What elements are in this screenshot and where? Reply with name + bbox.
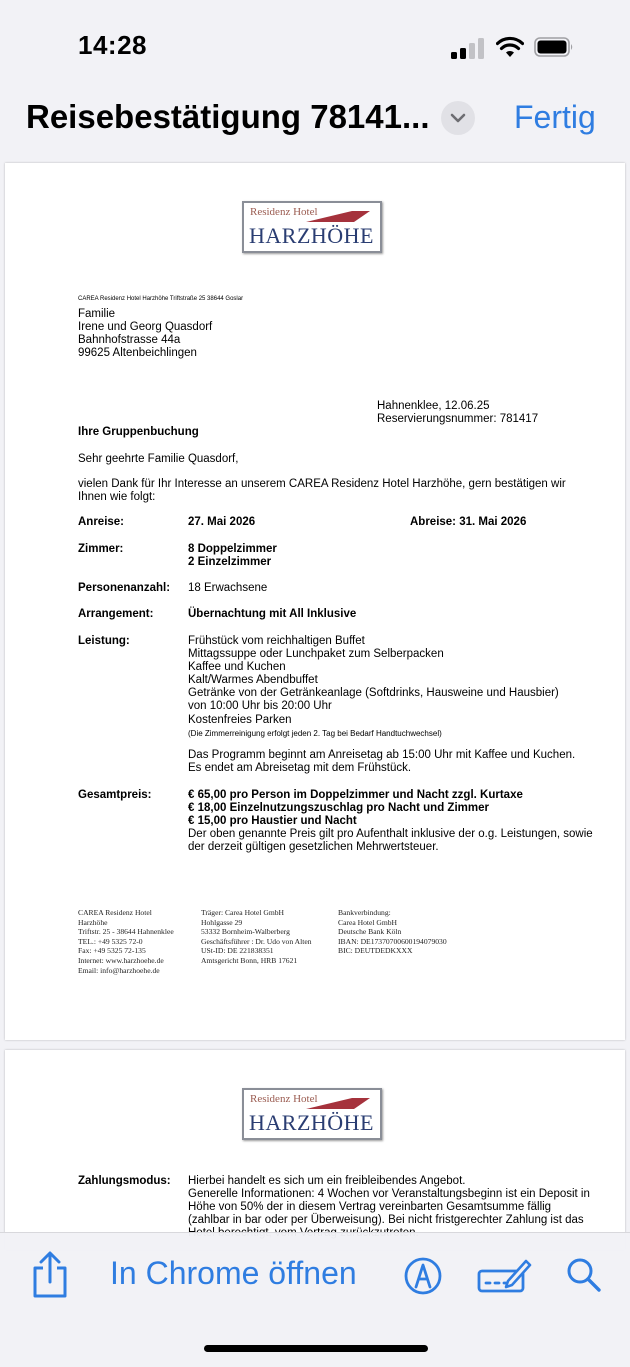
- address-line: Familie: [78, 308, 116, 320]
- salutation: Sehr geehrte Familie Quasdorf,: [78, 453, 239, 465]
- departure: Abreise: 31. Mai 2026: [410, 516, 527, 528]
- service-item: Getränke von der Getränkeanlage (Softdrinks, Hausweine und Hausbier): [188, 687, 559, 699]
- document-page-2: [5, 1050, 625, 1250]
- service-item: von 10:00 Uhr bis 20:00 Uhr: [188, 700, 332, 712]
- persons-label: Personenanzahl:: [78, 582, 171, 594]
- rooms-value: 8 Doppelzimmer: [188, 543, 277, 555]
- price-line: € 15,00 pro Haustier und Nacht: [188, 815, 357, 827]
- footer-line: Amtsgericht Bonn, HRB 17621: [201, 955, 298, 965]
- price-note: der derzeit gültigen gesetzlichen Mehrwertsteuer.: [188, 841, 439, 853]
- status-bar: [0, 0, 630, 90]
- share-icon[interactable]: [30, 1251, 70, 1299]
- footer-line: Triftstr. 25 - 38644 Hahnenklee: [78, 927, 174, 937]
- footer-bank: [338, 908, 447, 956]
- footer-line: TEL.: +49 5325 72-0: [78, 936, 143, 946]
- hotel-logo: [242, 1088, 382, 1140]
- logo-roof-icon: [306, 1094, 376, 1110]
- sender-line: CAREA Residenz Hotel Harzhöhe Triftstraße 25 38644 Goslar: [78, 296, 244, 302]
- footer-line: Harzhöhe: [78, 917, 108, 927]
- footer-line: USt-ID: DE 221838351: [201, 946, 274, 956]
- document-page-1: [5, 163, 625, 1040]
- logo-roof-icon: [306, 207, 376, 223]
- service-item: Kaffee und Kuchen: [188, 661, 286, 673]
- done-button[interactable]: Fertig: [514, 99, 596, 135]
- services-label: Leistung:: [78, 635, 130, 647]
- footer-line: Internet: www.harzhoehe.de: [78, 955, 164, 965]
- footer-line: Hohlgasse 29: [201, 917, 243, 927]
- hotel-logo: [242, 201, 382, 253]
- logo-small-text: Residenz Hotel: [250, 206, 318, 218]
- footer-hotel: [78, 908, 174, 975]
- home-indicator[interactable]: [204, 1345, 428, 1352]
- service-item: Kalt/Warmes Abendbuffet: [188, 674, 318, 686]
- arrangement-label: Arrangement:: [78, 608, 154, 620]
- status-time: 14:28: [78, 30, 147, 60]
- payment-label: Zahlungsmodus:: [78, 1175, 171, 1187]
- rooms-value: 2 Einzelzimmer: [188, 556, 272, 568]
- signature-icon[interactable]: [476, 1257, 532, 1295]
- chevron-down-icon: [441, 101, 475, 135]
- reservation-number: Reservierungsnummer: 781417: [377, 413, 539, 425]
- service-item: Frühstück vom reichhaltigen Buffet: [188, 635, 365, 647]
- document-title[interactable]: Reisebestätigung 78141...: [26, 98, 430, 135]
- service-item: Mittagssuppe oder Lunchpaket zum Selberpacken: [188, 648, 444, 660]
- services-note: (Die Zimmerreinigung erfolgt jeden 2. Tag bei Bedarf Handtuchwechsel): [188, 729, 442, 738]
- footer-line: IBAN: DE17370700600194079030: [338, 936, 447, 946]
- footer-line: Träger: Carea Hotel GmbH: [201, 908, 285, 917]
- intro-text: vielen Dank für Ihr Interesse an unserem CAREA Residenz Hotel Harzhöhe, gern bestätigen wir: [78, 478, 566, 490]
- footer-line: 53332 Bornheim-Walberberg: [201, 927, 290, 937]
- price-label: Gesamtpreis:: [78, 789, 152, 801]
- logo-big-text: HARZHÖHE: [249, 223, 374, 248]
- payment-text: Höhe von 50% der in diesem Vertrag vereinbarten Gesamtsumme fällig: [188, 1201, 552, 1213]
- price-line: € 65,00 pro Person im Doppelzimmer und Nacht zzgl. Kurtaxe: [188, 789, 523, 801]
- service-item: Kostenfreies Parken: [188, 714, 292, 726]
- battery-icon: [534, 37, 574, 57]
- persons-value: 18 Erwachsene: [188, 582, 268, 594]
- title-menu-button[interactable]: [441, 101, 475, 135]
- footer-line: CAREA Residenz Hotel: [78, 908, 152, 917]
- price-line: € 18,00 Einzelnutzungszuschlag pro Nacht und Zimmer: [188, 802, 489, 814]
- place-date: Hahnenklee, 12.06.25: [377, 400, 490, 412]
- arrangement-value: Übernachtung mit All Inklusive: [188, 608, 357, 620]
- arrival-label: Anreise:: [78, 516, 125, 528]
- footer-line: Bankverbindung:: [338, 908, 391, 917]
- rooms-label: Zimmer:: [78, 543, 124, 555]
- intro-text: Ihnen wie folgt:: [78, 491, 156, 503]
- footer-line: BIC: DEUTDEDKXXX: [338, 946, 413, 956]
- open-in-chrome-button[interactable]: In Chrome öffnen: [110, 1255, 357, 1291]
- subject: Ihre Gruppenbuchung: [78, 426, 199, 438]
- address-line: Irene und Georg Quasdorf: [78, 321, 213, 333]
- payment-text: Generelle Informationen: 4 Wochen vor Veranstaltungsbeginn ist ein Deposit in: [188, 1188, 590, 1200]
- footer-line: Email: info@harzhoehe.de: [78, 965, 160, 975]
- search-icon[interactable]: [566, 1257, 602, 1293]
- program-text: Das Programm beginnt am Anreisetag ab 15:00 Uhr mit Kaffee und Kuchen.: [188, 749, 576, 761]
- address-line: 99625 Altenbeichlingen: [78, 347, 197, 359]
- cellular-signal-icon: [451, 37, 485, 59]
- address-line: Bahnhofstrasse 44a: [78, 334, 181, 346]
- footer-company: [201, 908, 312, 966]
- footer-line: Fax: +49 5325 72-135: [78, 946, 146, 956]
- payment-text: Hierbei handelt es sich um ein freibleibendes Angebot.: [188, 1175, 466, 1187]
- logo-big-text: HARZHÖHE: [249, 1110, 374, 1135]
- payment-text: (zahlbar in bar oder per Überweisung). Bei nicht fristgerechter Zahlung ist das: [188, 1214, 584, 1226]
- program-text: Es endet am Abreisetag mit dem Frühstück.: [188, 762, 412, 774]
- wifi-icon: [496, 36, 524, 58]
- footer-line: Deutsche Bank Köln: [338, 927, 402, 937]
- footer-line: Geschäftsführer : Dr. Udo von Alten: [201, 936, 312, 946]
- footer-line: Carea Hotel GmbH: [338, 917, 398, 927]
- markup-icon[interactable]: [404, 1257, 442, 1295]
- price-note: Der oben genannte Preis gilt pro Aufenthalt inklusive der o.g. Leistungen, sowie: [188, 828, 593, 840]
- arrival-value: 27. Mai 2026: [188, 516, 256, 528]
- logo-small-text: Residenz Hotel: [250, 1093, 318, 1105]
